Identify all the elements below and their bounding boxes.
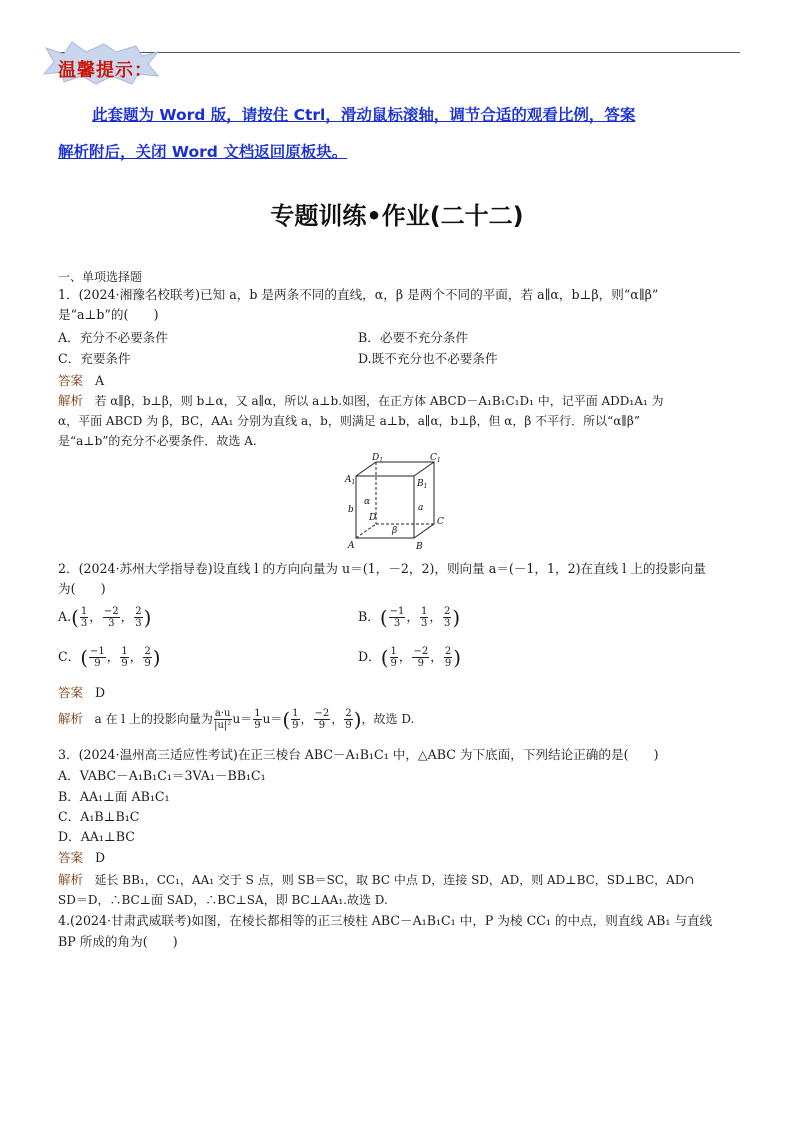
q3-analysis-line-2: SD＝D，∴BC⊥面 SAD，∴BC⊥SA，即 BC⊥AA₁.故选 D. [58, 893, 388, 907]
cube-figure [340, 452, 450, 552]
q4-stem-line-1: 4.(2024·甘肃武威联考)如图，在棱长都相等的正三棱柱 ABC－A₁B₁C₁ 中，P 为棱 CC₁ 的中点，则直线 AB₁ 与直线 [58, 913, 713, 928]
label-d1: $D_1$ [372, 453, 384, 464]
q3-option-b: B．AA₁⊥面 AB₁C₁ [58, 789, 170, 804]
q2-analysis-label: 解析 [58, 711, 84, 726]
label-plane-alpha: α [364, 497, 371, 507]
label-a1: $A_1$ [345, 475, 356, 486]
label-b1: $B_1$ [417, 479, 428, 490]
q3-answer-row [58, 849, 105, 867]
q1-option-c: C．充要条件 [58, 351, 131, 366]
q2-option-b: B．( $\frac{-1}{3}$ ， $\frac{1}{3}$ ， $\frac{2}{3}$ ) [358, 605, 461, 630]
notice-line-1: 此套题为 Word 版，请按住 Ctrl，滑动鼠标滚轴，调节合适的观看比例，答案 [92, 106, 636, 124]
q2-option-c: C．( $\frac{-1}{9}$ ， $\frac{1}{9}$ ， $\frac{2}{9}$ ) [58, 645, 161, 670]
label-c: C [437, 517, 444, 527]
q3-answer-label: 答案 [58, 850, 84, 865]
q1-stem-line-1: 1．(2024·湘豫名校联考)已知 a，b 是两条不同的直线，α，β 是两个不同的平面，若 a∥α，b⊥β，则“α∥β” [58, 287, 659, 302]
q3-option-a: A．VABC－A₁B₁C₁＝3VA₁－BB₁C₁ [58, 768, 266, 783]
q1-answer-row [58, 372, 104, 390]
q1-analysis-line-3: 是“a⊥b”的充分不必要条件．故选 A. [58, 434, 257, 448]
label-line-a: a [418, 503, 424, 513]
cube-edge-b1c1 [414, 462, 434, 476]
q1-option-d: D.既不充分也不必要条件 [358, 351, 498, 366]
q2-stem-line-1: 2．(2024·苏州大学指导卷)设直线 l 的方向向量为 u＝(1，－2，2)，则向量 a＝(－1，1，2)在直线 l 上的投影向量 [58, 561, 706, 576]
label-c1: $C_1$ [430, 453, 441, 464]
q2-answer-label: 答案 [58, 685, 84, 700]
q2-answer-row [58, 684, 105, 702]
q2-answer-value: D [95, 685, 106, 700]
q2-option-b-label: B． [358, 609, 380, 624]
q2-option-a: A.( $\frac{1}{3}$ ， $\frac{-2}{3}$ ， $\frac{2}{3}$ ) [58, 605, 152, 630]
q1-option-a: A．充分不必要条件 [58, 330, 168, 345]
label-line-b: b [348, 505, 354, 515]
cube-front-face [356, 476, 414, 538]
section-heading: 一、单项选择题 [58, 270, 143, 284]
q1-analysis-line-2: α，平面 ABCD 为 β，BC，AA₁ 分别为直线 a，b，则满足 a⊥b，a∥α，b⊥β，但 α，β 不平行．所以“α∥β” [58, 414, 640, 428]
q2-stem-line-2: 为( ) [58, 581, 106, 596]
page-title: 专题训练•作业(二十二) [270, 202, 524, 230]
q1-analysis-line-1 [58, 392, 664, 410]
q3-answer-value: D [95, 850, 106, 865]
q3-option-d: D．AA₁⊥BC [58, 829, 135, 844]
q1-answer-value: A [95, 373, 105, 388]
q1-analysis-text-1: 若 α∥β，b⊥β，则 b⊥α，又 a∥α，所以 a⊥b.如图，在正方体 ABCD－A₁B₁C₁D₁ 中，记平面 ADD₁A₁ 为 [94, 394, 664, 408]
label-b: B [416, 542, 423, 552]
notice-badge: 温馨提示： [58, 60, 153, 81]
q1-option-b: B．必要不充分条件 [358, 330, 469, 345]
q3-analysis-line-1 [58, 871, 695, 889]
label-a: A [348, 541, 355, 551]
q2-option-d-label: D． [358, 649, 381, 664]
q2-option-a-label: A. [58, 609, 72, 624]
q2-option-d: D．( $\frac{1}{9}$ ， $\frac{-2}{9}$ ， $\frac{2}{9}$ ) [358, 645, 462, 670]
notice-line-2: 解析附后，关闭 Word 文档返回原板块。 [58, 143, 348, 161]
label-d: D [369, 513, 377, 523]
q3-analysis-label: 解析 [58, 872, 84, 887]
q1-analysis-label: 解析 [58, 393, 84, 408]
header-rule [60, 52, 740, 53]
q3-option-c: C．A₁B⊥B₁C [58, 809, 140, 824]
q4-stem-line-2: BP 所成的角为( ) [58, 934, 178, 949]
label-plane-beta: β [392, 526, 398, 536]
q2-option-c-label: C． [58, 649, 81, 664]
q3-analysis-text-1: 延长 BB₁，CC₁，AA₁ 交于 S 点，则 SB＝SC，取 BC 中点 D，连接 SD，AD，则 AD⊥BC，SD⊥BC，AD∩ [94, 873, 695, 887]
cube-hidden-edge-ad [356, 524, 376, 538]
q1-answer-label: 答案 [58, 373, 84, 388]
q1-stem-line-2: 是“a⊥b”的( ) [58, 307, 159, 322]
q2-analysis-pre: a 在 l 上的投影向量为 [94, 712, 213, 726]
q3-stem-line-1: 3．(2024·温州高三适应性考试)在正三棱台 ABC－A₁B₁C₁ 中，△ABC 为下底面，下列结论正确的是( ) [58, 747, 659, 762]
q2-analysis-row: 解析 a 在 l 上的投影向量为 $\frac{a\cdot u}{\text{|u|²}}$ u＝ $\frac{1}{9}$ u＝( $\frac{1}{9}$ ， $\frac{-2}{9}$ ， $\frac{2}{9}$ )，故选 D. [58, 707, 415, 732]
